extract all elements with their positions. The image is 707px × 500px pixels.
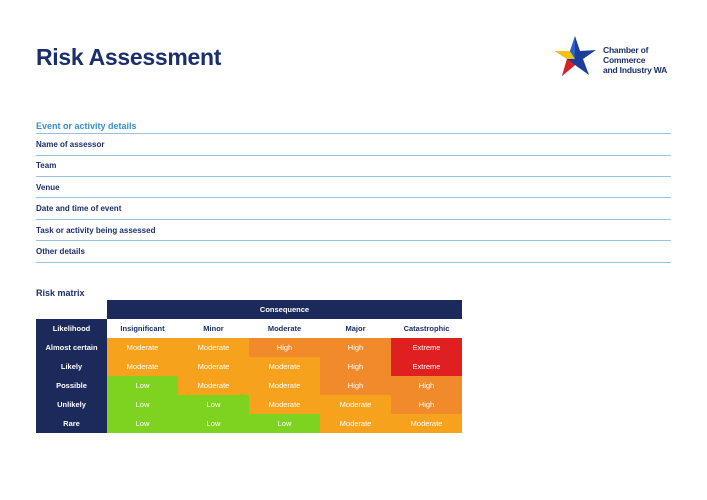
risk-matrix-table (36, 300, 462, 433)
star-logo-icon (553, 35, 599, 81)
field-line-task[interactable] (36, 240, 671, 241)
column-header: Insignificant (107, 319, 178, 338)
matrix-row (36, 357, 462, 376)
risk-cell: Low (249, 414, 320, 433)
risk-cell: High (391, 395, 462, 414)
risk-cell: Extreme (391, 357, 462, 376)
column-header: Moderate (249, 319, 320, 338)
risk-cell: Extreme (391, 338, 462, 357)
field-line-date-time[interactable] (36, 219, 671, 220)
likelihood-header: Likelihood (36, 319, 107, 338)
matrix-row (36, 414, 462, 433)
row-header: Rare (36, 414, 107, 433)
logo-text (603, 45, 683, 75)
risk-cell: High (391, 376, 462, 395)
field-line-team[interactable] (36, 176, 671, 177)
page-title: Risk Assessment (36, 44, 222, 70)
row-header: Likely (36, 357, 107, 376)
risk-cell: Moderate (107, 357, 178, 376)
risk-cell: Moderate (178, 338, 249, 357)
risk-cell: Low (107, 395, 178, 414)
risk-cell: Moderate (249, 395, 320, 414)
row-header: Possible (36, 376, 107, 395)
risk-cell: High (320, 338, 391, 357)
divider (36, 133, 671, 134)
risk-cell: Moderate (249, 376, 320, 395)
row-header: Almost certain (36, 338, 107, 357)
risk-cell: Moderate (107, 338, 178, 357)
risk-cell: High (320, 376, 391, 395)
row-header: Unlikely (36, 395, 107, 414)
matrix-row (36, 395, 462, 414)
field-line-assessor[interactable] (36, 155, 671, 156)
risk-cell: High (320, 357, 391, 376)
field-line-venue[interactable] (36, 197, 671, 198)
risk-cell: Moderate (178, 376, 249, 395)
field-label-other: Other details (36, 247, 85, 256)
cci-wa-logo (553, 35, 683, 80)
risk-cell: Low (107, 376, 178, 395)
field-label-assessor: Name of assessor (36, 140, 105, 149)
matrix-row (36, 338, 462, 357)
field-label-team: Team (36, 161, 57, 170)
risk-cell: Moderate (320, 414, 391, 433)
risk-cell: Moderate (249, 357, 320, 376)
column-header: Minor (178, 319, 249, 338)
column-header: Major (320, 319, 391, 338)
logo-text-line-2: and Industry WA (603, 65, 668, 75)
matrix-corner (36, 300, 107, 319)
logo-text-line-1: Chamber of Commerce (603, 45, 649, 65)
risk-cell: High (249, 338, 320, 357)
field-label-task: Task or activity being assessed (36, 226, 156, 235)
risk-cell: Moderate (320, 395, 391, 414)
risk-matrix-title: Risk matrix (36, 288, 85, 298)
field-line-other[interactable] (36, 262, 671, 263)
risk-cell: Low (178, 395, 249, 414)
field-label-venue: Venue (36, 183, 60, 192)
column-header: Catastrophic (391, 319, 462, 338)
risk-cell: Low (107, 414, 178, 433)
matrix-row (36, 376, 462, 395)
risk-cell: Moderate (178, 357, 249, 376)
risk-cell: Low (178, 414, 249, 433)
section-title-event-details: Event or activity details (36, 121, 137, 131)
field-label-date-time: Date and time of event (36, 204, 122, 213)
risk-cell: Moderate (391, 414, 462, 433)
consequence-header: Consequence (107, 300, 462, 319)
